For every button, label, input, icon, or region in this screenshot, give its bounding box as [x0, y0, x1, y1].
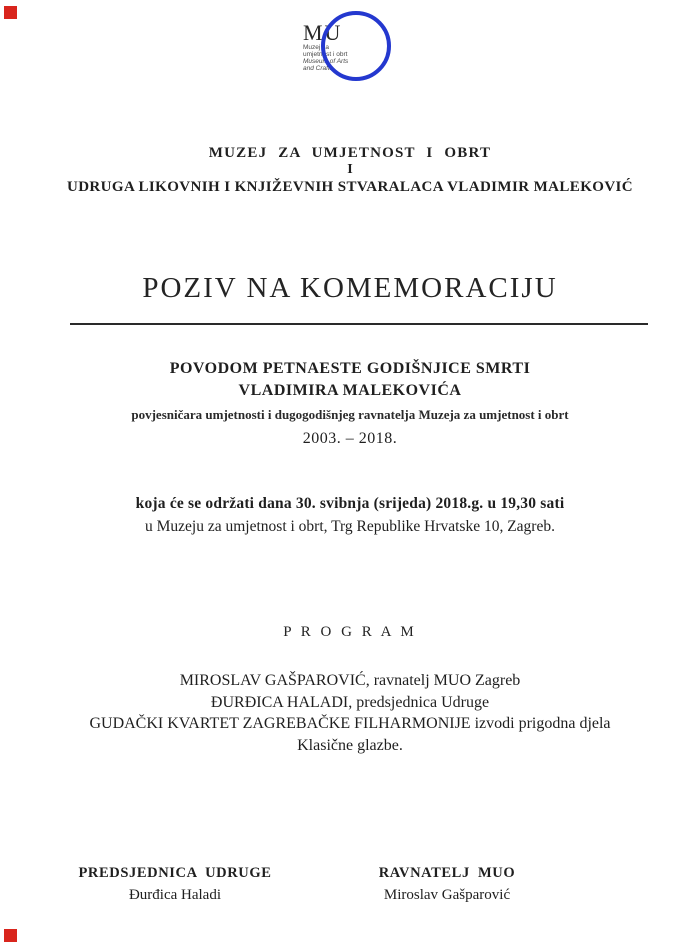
organizer-association: UDRUGA LIKOVNIH I KNJIŽEVNIH STVARALACA VLADIMIR MALEKOVIĆ — [66, 179, 634, 195]
organizers-block — [0, 144, 700, 196]
logo-caption-line: Museum of Arts — [303, 58, 349, 65]
event-datetime: koja će se održati dana 30. svibnja (srijeda) 2018.g. u 19,30 sati — [135, 495, 565, 512]
signature-role: RAVNATELJ MUO — [378, 865, 516, 881]
occasion-honoree: VLADIMIRA MALEKOVIĆA — [238, 382, 462, 399]
title-divider — [70, 323, 648, 325]
page-title: POZIV NA KOMEMORACIJU — [142, 272, 558, 304]
signature-right — [317, 862, 577, 906]
signature-left — [45, 862, 305, 906]
signature-name: Đurđica Haladi — [128, 887, 222, 903]
occasion-block — [0, 358, 700, 450]
muo-logo — [295, 14, 415, 94]
logo-caption-line: umjetnost i obrt — [303, 51, 348, 58]
organizer-museum: MUZEJ ZA UMJETNOST I OBRT — [208, 145, 492, 161]
occasion-years: 2003. – 2018. — [302, 430, 398, 447]
logo-caption-line: and Crafts — [303, 65, 333, 72]
red-corner-mark-top-left — [4, 6, 17, 19]
program-heading: P R O G R A M — [283, 624, 417, 640]
program-item: ĐURĐICA HALADI, predsjednica Udruge — [210, 693, 490, 711]
signature-name: Miroslav Gašparović — [383, 887, 511, 903]
organizer-conjunction: I — [347, 162, 353, 177]
program-list — [0, 670, 700, 756]
program-item: MIROSLAV GAŠPAROVIĆ, ravnatelj MUO Zagreb — [179, 672, 521, 689]
logo-caption-line: Muzej za — [303, 44, 330, 51]
program-item: Klasične glazbe. — [297, 736, 403, 754]
muo-logo-acronym: MU — [303, 20, 343, 45]
red-corner-mark-bottom-left — [4, 929, 17, 942]
occasion-description: povjesničara umjetnosti i dugogodišnjeg ravnatelja Muzeja za umjetnost i obrt — [131, 407, 569, 422]
event-details-block — [0, 492, 700, 538]
logo-circle-icon — [321, 11, 391, 81]
event-location: u Muzeju za umjetnost i obrt, Trg Republike Hrvatske 10, Zagreb. — [145, 518, 555, 535]
occasion-line: POVODOM PETNAESTE GODIŠNJICE SMRTI — [169, 360, 531, 377]
program-item: GUDAČKI KVARTET ZAGREBAČKE FILHARMONIJE izvodi prigodna djela — [89, 715, 611, 732]
signature-role: PREDSJEDNICA UDRUGE — [78, 865, 272, 881]
